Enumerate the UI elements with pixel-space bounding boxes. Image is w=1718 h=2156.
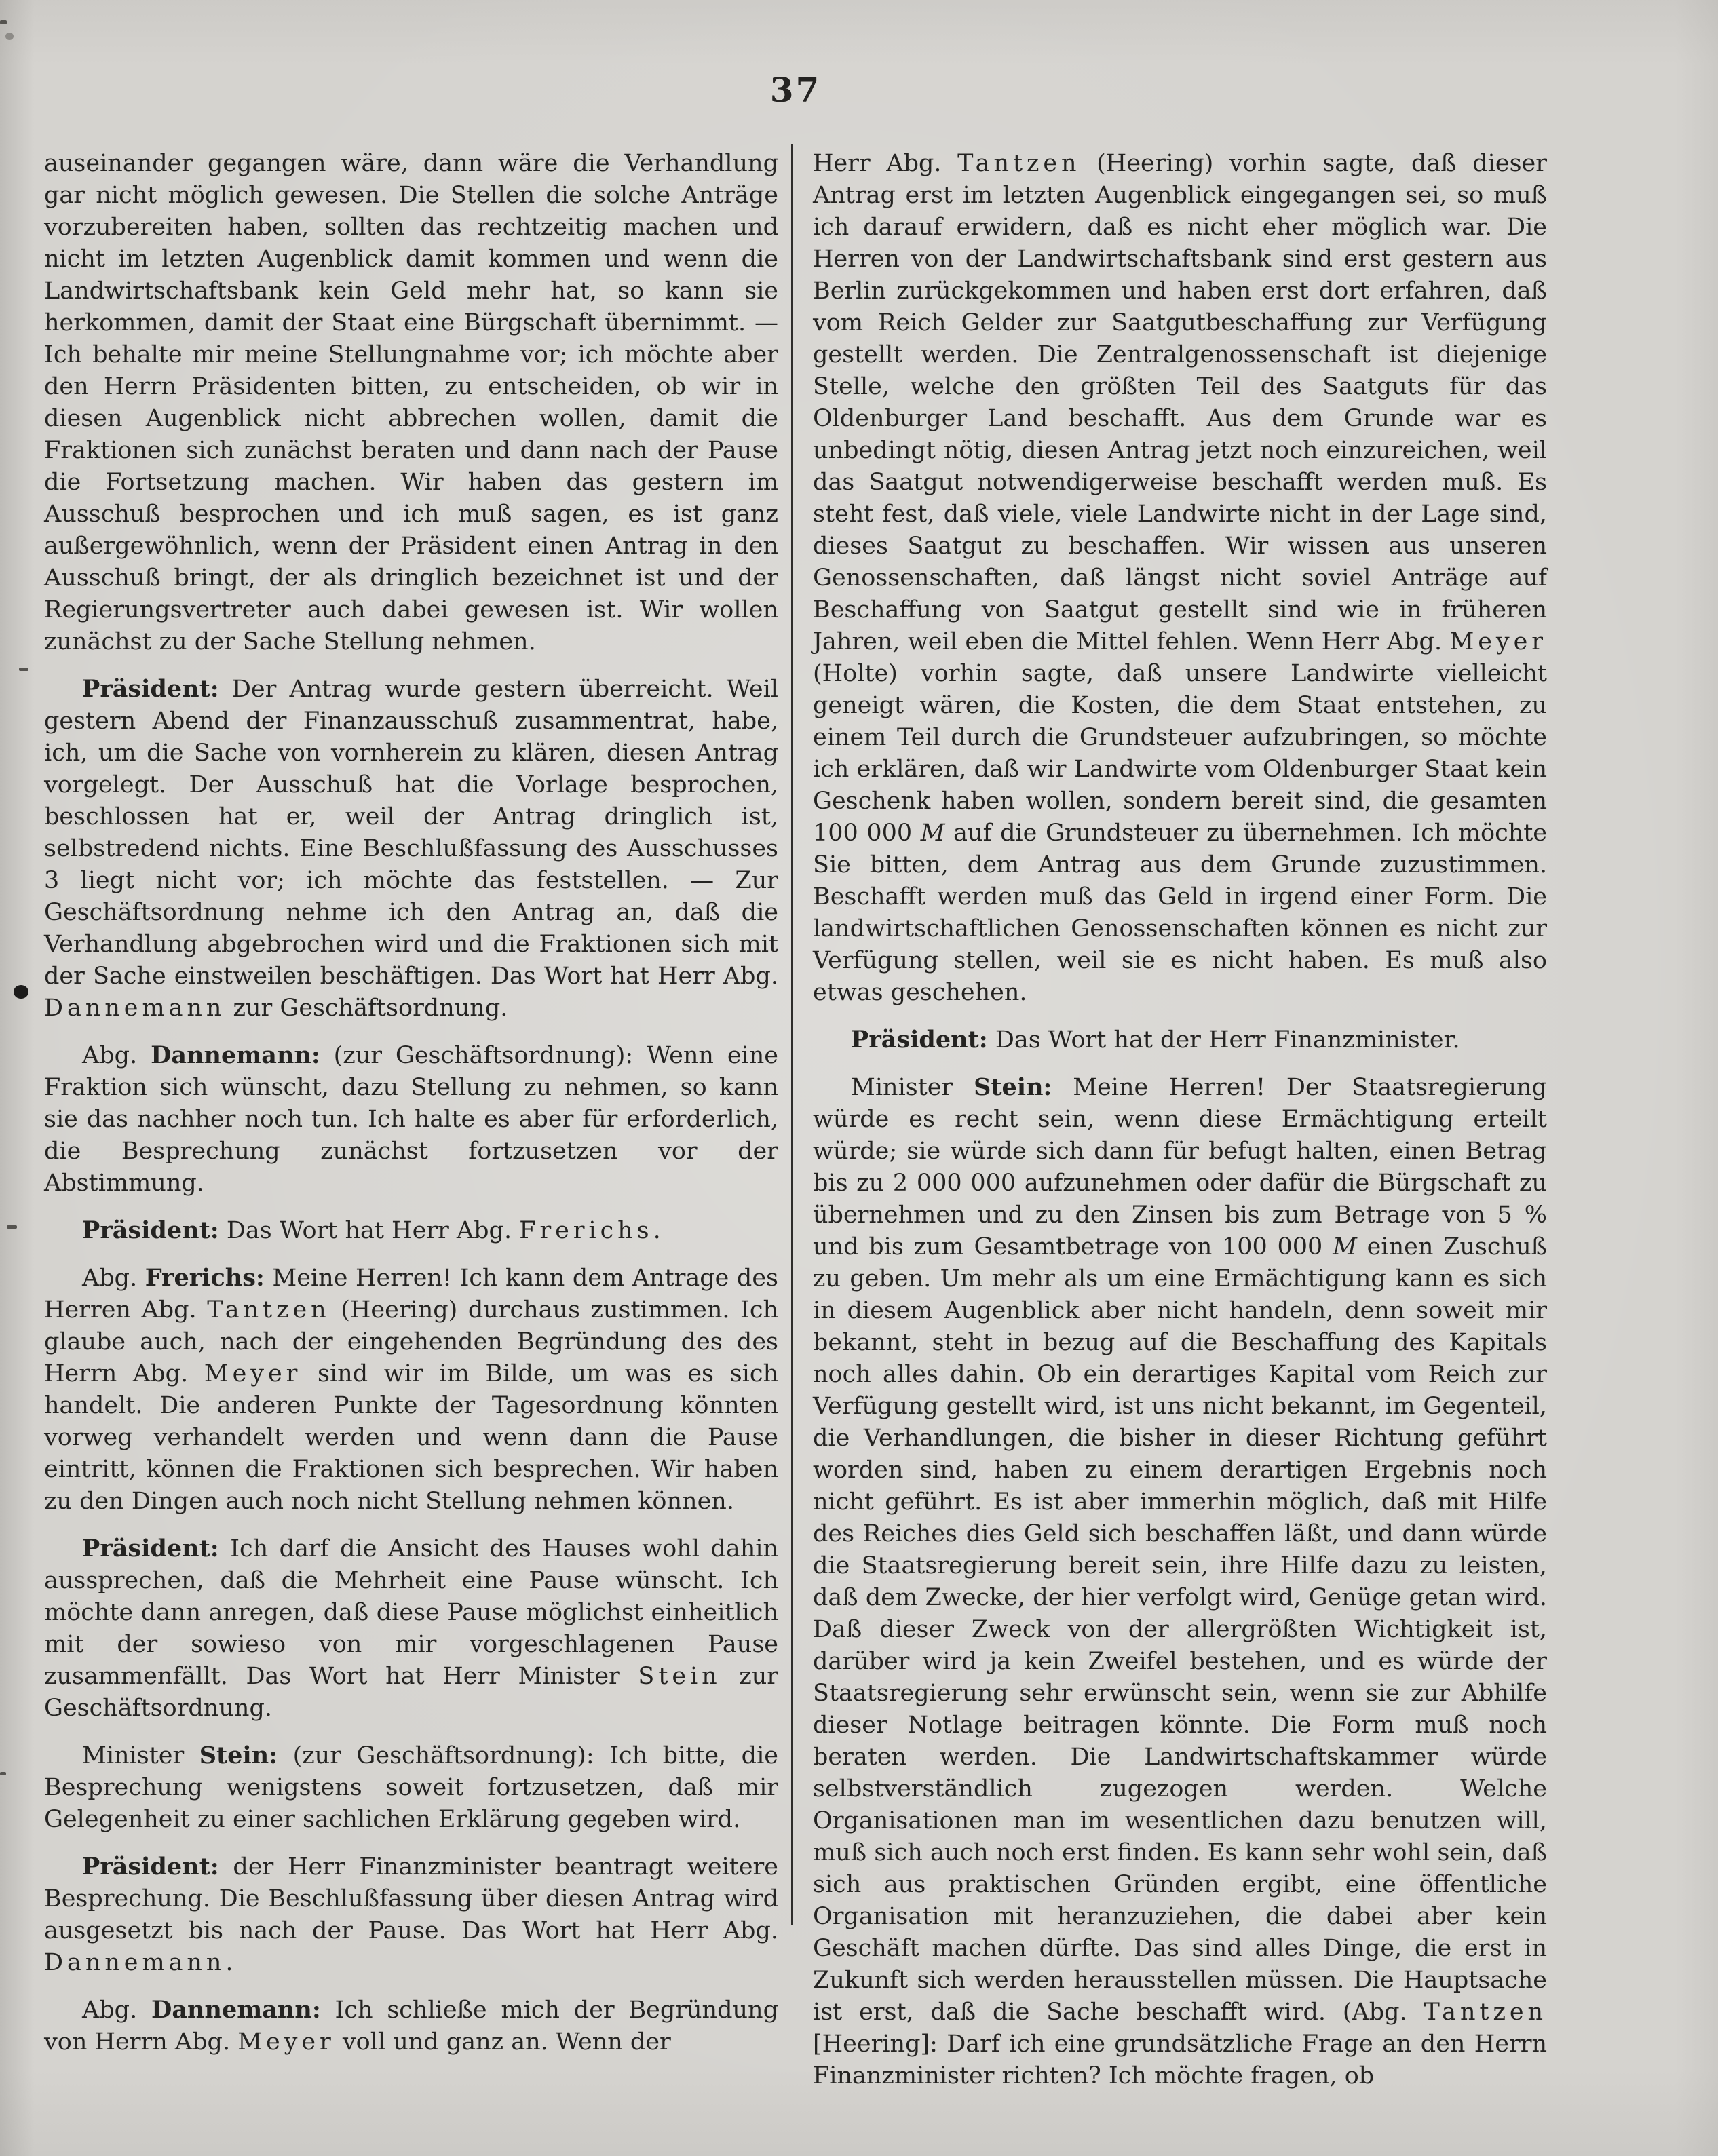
paragraph	[813, 1024, 1547, 1056]
text-run: Meyer	[237, 2028, 335, 2056]
text-run: Stein	[638, 1663, 721, 1690]
text-run: Ich schließe mich der Begründung von Herrn Abg.	[44, 1997, 778, 2056]
text-run: (Heering) vorhin sagte, daß dieser Antrag erst im letzten Augenblick eingegangen sei, so muß ich darauf erwidern, daß es nicht eher möglich war. Die Herren von der Landwirtschaftsbank sind erst gestern aus Berlin zurückgekommen und haben erst dort erfahren, daß vom Reich Gelder zur Saatgutbeschaffung zur Verfügung gestellt werden. Die Zentralgenossenschaft ist diejenige Stelle, welche den größten Teil des Saatguts für das Oldenburger Land beschafft. Aus dem Grunde war es unbedingt nötig, diesen Antrag jetzt noch einzureichen, weil das Saatgut notwendigerweise beschafft werden muß. Es steht fest, daß viele, viele Landwirte nicht in der Lage sind, dieses Saatgut zu beschaffen. Wir wissen aus unseren Genossenschaften, daß längst nicht soviel Anträge auf Beschaffung von Saatgut gestellt sind wie in früheren Jahren, weil eben die Mittel fehlen. Wenn Herr Abg.	[813, 150, 1547, 655]
paragraph	[44, 1851, 778, 1979]
text-run: Dannemann	[44, 1949, 226, 1976]
text-run: Frerichs	[519, 1217, 653, 1244]
mark-currency-sign: M	[920, 820, 945, 847]
speaker-name: Frerichs:	[145, 1264, 265, 1292]
speaker-name: Stein:	[974, 1073, 1052, 1101]
speaker-name: Präsident:	[82, 1216, 219, 1244]
scan-artifact	[0, 1772, 6, 1775]
speaker-name: Dannemann:	[151, 1041, 320, 1069]
text-run: auf die Grundsteuer zu übernehmen. Ich möchte Sie bitten, dem Antrag aus dem Grunde zuzustimmen. Beschafft werden muß das Geld in irgend einer Form. Die landwirtschaftlichen Genossenschaften können es nicht zur Verfügung stellen, weil sie es nicht haben. Es muß also etwas geschehen.	[813, 820, 1548, 1006]
text-run: (zur Geschäftsordnung): Wenn eine Fraktion sich wünscht, dazu Stellung zu nehmen, so kann sie das nachher noch tun. Ich halte es aber für erforderlich, die Besprechung zunächst fortzusetzen vor der Abstimmung.	[44, 1042, 778, 1197]
speaker-name: Präsident:	[82, 675, 219, 703]
paragraph	[44, 1533, 778, 1725]
text-run: Der Antrag wurde gestern überreicht. Weil gestern Abend der Finanzausschuß zusammentrat, habe, ich, um die Sache von vornherein zu klären, diesen Antrag vorgelegt. Der Ausschuß hat die Vorlage besprochen, beschlossen hat er, weil der Antrag dringlich ist, selbstredend nichts. Eine Beschlußfassung des Ausschusses 3 liegt nicht vor; ich möchte das feststellen. — Zur Geschäftsordnung nehme ich den Antrag an, daß die Verhandlung abgebrochen wird und die Fraktionen sich mit der Sache einstweilen beschäftigen. Das Wort hat Herr Abg.	[44, 676, 778, 990]
paragraph	[813, 1071, 1547, 2092]
text-run: Das Wort hat der Herr Finanzminister.	[987, 1026, 1460, 1054]
text-run: zur Geschäftsordnung.	[44, 1663, 779, 1722]
text-run: voll und ganz an. Wenn der	[335, 2028, 671, 2056]
speaker-name: Dannemann:	[151, 1996, 321, 2024]
text-run: Meine Herren! Ich kann dem Antrage des Herren Abg.	[44, 1265, 778, 1324]
text-run: Dannemann	[44, 995, 226, 1022]
speaker-name: Stein:	[199, 1741, 278, 1769]
scan-artifact	[0, 20, 7, 24]
right-column	[813, 148, 1547, 2092]
text-run: Das Wort hat Herr Abg.	[218, 1217, 520, 1244]
text-run: Herr Abg.	[813, 150, 958, 177]
text-run: Minister	[82, 1742, 199, 1769]
paragraph	[44, 1739, 778, 1836]
text-run: sind wir im Bilde, um was es sich handelt. Die anderen Punkte der Tagesordnung könnten vorweg verhandelt werden und wenn dann die Pause eintritt, können die Fraktionen sich besprechen. Wir haben zu den Dingen auch noch nicht Stellung nehmen können.	[44, 1360, 778, 1515]
text-run: Abg.	[82, 1997, 152, 2024]
text-run: (Holte) vorhin sagte, daß unsere Landwirte vielleicht geneigt wären, die Kosten, die dem Staat entstehen, zu einem Teil durch die Grundsteuer aufzubringen, so möchte ich erklären, daß wir Landwirte vom Oldenburger Staat kein Geschenk haben wollen, sondern bereit sind, die gesamten 100 000	[813, 660, 1547, 847]
text-run: einen Zuschuß zu geben. Um mehr als um eine Ermächtigung kann es sich in diesem Augenblick aber nicht handeln, denn soweit mir bekannt, steht in bezug auf die Beschaffung des Kapitals noch alles dahin. Ob ein derartiges Kapital vom Reich zur Verfügung gestellt wird, ist uns nicht bekannt, im Gegenteil, die Verhandlungen, die bisher in dieser Richtung geführt worden sind, haben zu einem derartigen Ergebnis noch nicht geführt. Es ist aber immerhin möglich, daß mit Hilfe des Reiches dies Geld sich beschaffen läßt, und dann würde die Staatsregierung bereit sein, ihre Hilfe dazu zu leisten, daß dem Zwecke, der hier verfolgt wird, Genüge getan wird. Daß dieser Zweck von der allergrößten Wichtigkeit ist, darüber wird ja kein Zweifel bestehen, und es würde der Staatsregierung sehr erwünscht sein, wenn sie zur Abhilfe dieser Notlage beitragen könnte. Die Form muß noch beraten werden. Die Landwirtschaftskammer würde selbstverständlich zugezogen werden. Welche Organisationen man im wesentlichen dazu benutzen will, muß sich auch noch erst finden. Es kann sehr wohl sein, daß sich aus praktischen Gründen ergibt, eine öffentliche Organisation mit heranzuziehen, die dabei aber kein Geschäft machen dürfte. Das sind alles Dinge, die erst in Zukunft sich werden herausstellen müssen. Die Hauptsache ist erst, daß die Sache beschafft wird. (Abg.	[813, 1233, 1547, 2026]
mark-currency-sign: M	[1333, 1233, 1357, 1260]
paragraph	[44, 1262, 778, 1518]
paragraph	[813, 148, 1547, 1009]
paragraph	[44, 1039, 778, 1199]
text-run: Meyer	[1449, 628, 1547, 655]
paragraph	[44, 148, 778, 658]
text-run: (zur Geschäftsordnung): Ich bitte, die Besprechung wenigstens soweit fortzusetzen, daß mir Gelegenheit zu einer sachlichen Erklärung gegeben wird.	[44, 1742, 778, 1833]
text-run: zur Geschäftsordnung.	[225, 995, 508, 1022]
text-run: Tantzen	[1424, 1999, 1547, 2026]
text-run: Tantzen	[207, 1296, 330, 1324]
left-column	[44, 148, 778, 2058]
text-run: Abg.	[82, 1265, 145, 1292]
speaker-name: Präsident:	[851, 1026, 988, 1054]
text-run: auseinander gegangen wäre, dann wäre die Verhandlung gar nicht möglich gewesen. Die Stellen die solche Anträge vorzubereiten haben, sollten das rechtzeitig machen und nicht im letzten Augenblick damit kommen und wenn die Landwirtschaftsbank kein Geld mehr hat, so kann sie herkommen, damit der Staat eine Bürgschaft übernimmt. — Ich behalte mir meine Stellungnahme vor; ich möchte aber den Herrn Präsidenten bitten, zu entscheiden, ob wir in diesen Augenblick nicht abbrechen wollen, damit die Fraktionen sich zunächst beraten und dann nach der Pause die Fortsetzung machen. Wir haben das gestern im Ausschuß besprochen und ich muß sagen, es ist ganz außergewöhnlich, wenn der Präsident einen Antrag in den Ausschuß bringt, der als dringlich bezeichnet ist und der Regierungsvertreter auch dabei gewesen ist. Wir wollen zunächst zu der Sache Stellung nehmen.	[44, 150, 778, 655]
scan-speck	[5, 33, 14, 40]
column-divider	[791, 144, 793, 1925]
text-run: Tantzen	[957, 150, 1081, 177]
text-run: [Heering]: Darf ich eine grundsätzliche Frage an den Herrn Finanzminister richten? Ich möchte fragen, ob	[813, 2030, 1547, 2090]
speaker-name: Präsident:	[82, 1535, 219, 1562]
text-run: .	[653, 1217, 661, 1244]
text-run: Abg.	[82, 1042, 151, 1069]
text-run: Ich darf die Ansicht des Hauses wohl dahin aussprechen, daß die Mehrheit eine Pause wünscht. Ich möchte dann anregen, daß diese Pause möglichst einheitlich mit der sowieso von mir vorgeschlagenen Pause zusammenfällt. Das Wort hat Herr Minister	[44, 1535, 778, 1690]
scan-artifact	[19, 668, 28, 671]
paragraph	[44, 1994, 778, 2058]
text-run: (Heering) durchaus zustimmen. Ich glaube auch, nach der eingehenden Begründung des des Herrn Abg.	[44, 1296, 779, 1387]
text-run: .	[225, 1949, 233, 1976]
paragraph	[44, 1214, 778, 1247]
text-run: der Herr Finanzminister beantragt weitere Besprechung. Die Beschlußfassung über diesen Antrag wird ausgesetzt bis nach der Pause. Das Wort hat Herr Abg.	[44, 1853, 778, 1944]
text-run: Minister	[851, 1074, 974, 1101]
text-run: Meyer	[204, 1360, 302, 1387]
page-number: 37	[769, 70, 822, 110]
scan-artifact	[7, 1225, 17, 1229]
scan-speck	[14, 985, 28, 999]
speaker-name: Präsident:	[82, 1853, 219, 1881]
paragraph	[44, 673, 778, 1024]
text-run: Meine Herren! Der Staatsregierung würde es recht sein, wenn diese Ermächtigung erteilt würde; sie würde sich dann für befugt halten, einen Betrag bis zu 2 000 000 aufzunehmen oder dafür die Bürgschaft zu übernehmen und zu den Zinsen bis zum Betrage von 5 % und bis zum Gesamtbetrage von 100 000	[813, 1074, 1547, 1260]
